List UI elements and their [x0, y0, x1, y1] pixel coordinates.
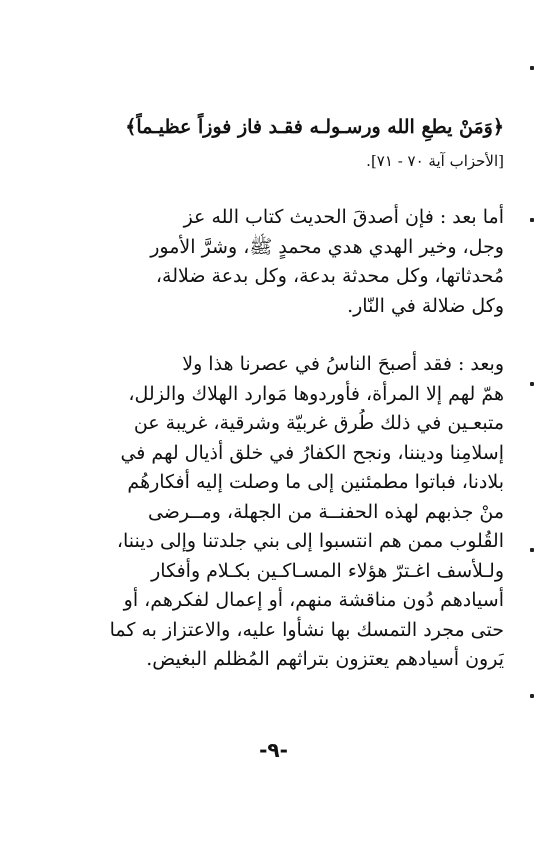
paragraph-line: متبعـين في ذلك طُرق غربيّة وشرقية، غريبة عن: [133, 412, 504, 434]
paragraph-line: وجل، وخير الهدي هدي محمدٍ ﷺ، وشرَّ الأمور: [150, 235, 504, 258]
paragraph-line: إسلامِنا وديننا، ونجح الكفارُ في خلق أذيال لهم في: [120, 441, 504, 464]
page-number: -٩-: [259, 738, 288, 762]
paragraph-line: بلادنا، فباتوا مطمئنين إلى ما وصلت إليه أفكارهُم: [127, 471, 504, 493]
paragraph-2: [56, 350, 504, 675]
paragraph-line: منْ جذبهم لهذه الحفنــة من الجهلة، ومــرضى: [147, 500, 504, 523]
margin-mark: [530, 694, 534, 698]
margin-mark: [530, 66, 534, 70]
paragraph-line: مُحدثاتها، وكل محدثة بدعة، وكل بدعة ضلالة،: [155, 265, 504, 287]
paragraph-line: يَرون أسيادهم يعتزون بتراثهم المُظلم البغيض.: [146, 648, 504, 670]
paragraph-1: [56, 203, 504, 321]
margin-mark: [530, 218, 534, 222]
paragraph-line: وكل ضلالة في النّار.: [347, 294, 504, 317]
paragraph-line: ولـلأسف اغـترّ هؤلاء المسـاكـين بكـلام وأفكار: [151, 559, 504, 582]
margin-mark: [530, 382, 534, 386]
paragraph-line: همّ لهم إلا المرأة، فأوردوها مَوارد الهلاك والزلل،: [128, 382, 504, 405]
paragraph-line: وبعد : فقد أصبحَ الناسُ في عصرنا هذا ولا: [182, 353, 504, 375]
paragraph-line: أما بعد : فإن أصدقَ الحديث كتاب الله عز: [183, 206, 504, 228]
quran-verse-text: ﴿وَمَنْ يطعِ الله ورسـولـه فقـد فاز فوزاً عظيـماً﴾: [125, 116, 504, 138]
paragraph-line: أسيادهم دُون مناقشة منهم، أو إعمال لفكرهم، أو: [123, 589, 504, 611]
verse-reference: [56, 150, 504, 172]
verse-reference-text: [الأحزاب آية ٧٠ - ٧١].: [366, 152, 504, 170]
paragraph-line: حتى مجرد التمسك بها نشأوا عليه، والاعتزاز به كما: [109, 618, 504, 641]
margin-mark: [530, 548, 534, 552]
quran-verse: [56, 112, 504, 142]
paragraph-line: القُلوب ممن هم انتسبوا إلى بني جلدتنا وإلى ديننا،: [116, 530, 504, 552]
